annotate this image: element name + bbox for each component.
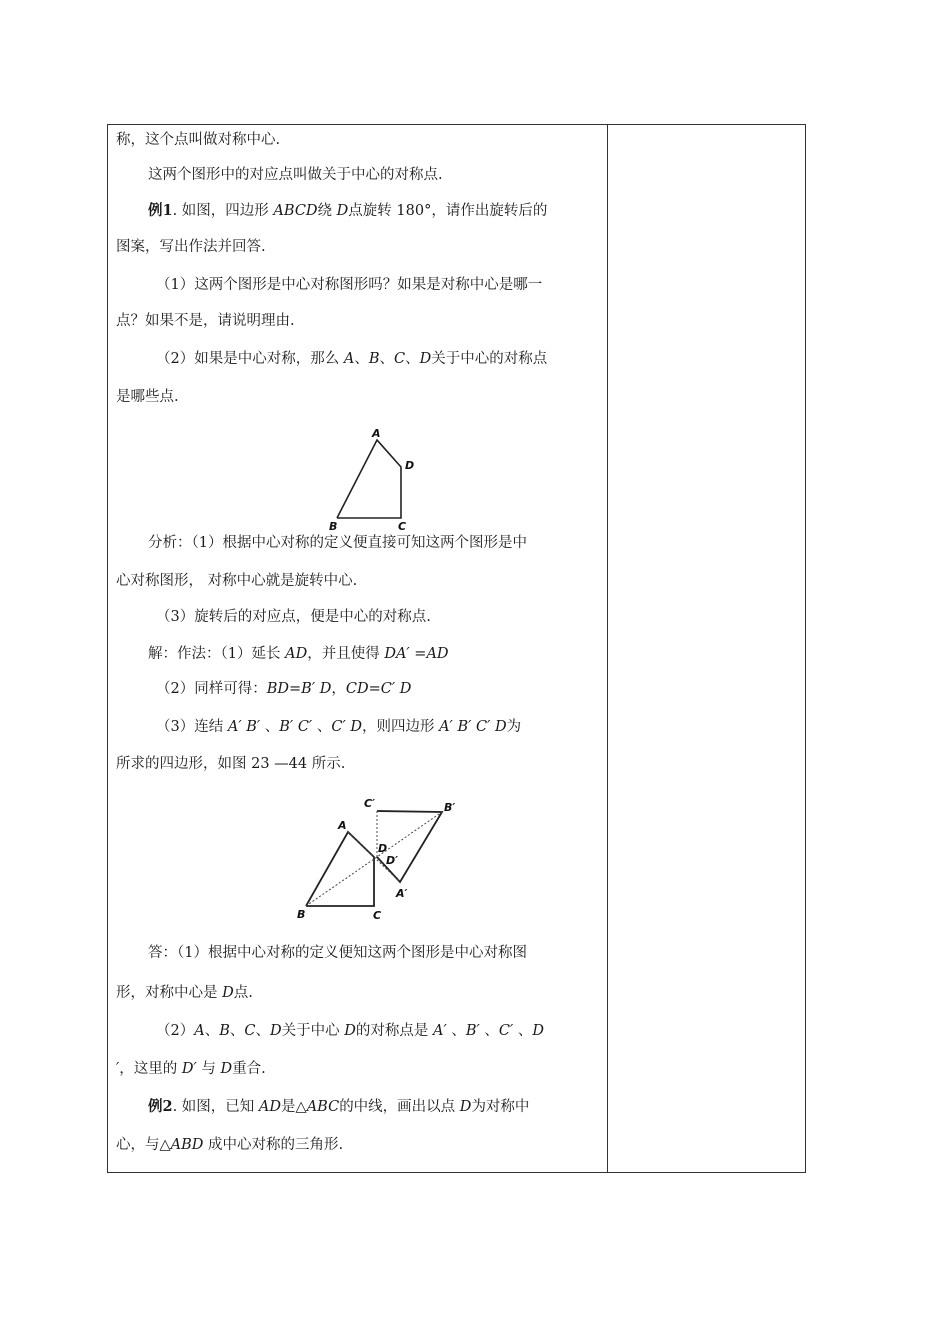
label-c: C [373, 909, 382, 922]
quadrilateral-shape [337, 440, 401, 518]
solution-line-1: 解：作法：（1）延长 AD，并且使得 DA′ =AD [148, 646, 449, 662]
label-a: A [372, 427, 381, 440]
answer-line-2: 形，对称中心是 D点. [116, 985, 253, 1001]
figure-quadrilateral [326, 423, 436, 533]
line-6: 点？如果不是，请说明理由. [116, 313, 295, 329]
solution-line-2: （2）同样可得：BD=B′ D，CD=C′ D [156, 681, 412, 697]
figure-rotated-quadrilateral [292, 793, 482, 933]
example-1-heading: 例1. 如图，四边形 ABCD绕 D点旋转 180°，请作出旋转后的 [148, 202, 548, 219]
label-b: B [329, 520, 338, 533]
label-b: B [297, 908, 306, 921]
line-2: 这两个图形中的对应点叫做关于中心的对称点. [148, 167, 443, 183]
analysis-line-3: （3）旋转后的对应点，便是中心的对称点. [156, 609, 431, 625]
label-b-prime: B′ [444, 801, 456, 814]
column-divider [607, 125, 608, 1172]
answer-line-3: （2）A、B、C、D关于中心 D的对称点是 A′ 、B′ 、C′ 、D [156, 1023, 545, 1039]
label-d: D [405, 459, 415, 472]
original-shape [306, 832, 374, 906]
example-2-line-2: 心，与△ABD 成中心对称的三角形. [116, 1137, 344, 1153]
answer-line-4: ′，这里的 D′ 与 D重合. [116, 1061, 266, 1077]
label-a-prime: A′ [396, 887, 408, 900]
analysis-line-2: 心对称图形， 对称中心就是旋转中心. [116, 573, 358, 589]
analysis-line-1: 分析：（1）根据中心对称的定义便直接可知这两个图形是中 [148, 535, 527, 551]
label-c-prime: C′ [364, 797, 375, 810]
line-8: 是哪些点. [116, 389, 179, 405]
question-2: （2）如果是中心对称，那么 A、B、C、D关于中心的对称点 [156, 351, 548, 367]
example-2-heading: 例2. 如图，已知 AD是△ABC的中线，画出以点 D为对称中 [148, 1098, 530, 1115]
solution-line-4: 所求的四边形，如图 23 —44 所示. [116, 756, 346, 772]
solution-line-3: （3）连结 A′ B′ 、B′ C′ 、C′ D，则四边形 A′ B′ C′ D为 [156, 719, 522, 735]
label-a: A [338, 819, 347, 832]
label-d-prime: D′ [386, 854, 399, 867]
label-d: D [378, 842, 388, 855]
question-1: （1）这两个图形是中心对称图形吗？如果是对称中心是哪一 [156, 277, 543, 293]
answer-line-1: 答：（1）根据中心对称的定义便知这两个图形是中心对称图 [148, 945, 527, 961]
label-c: C [398, 520, 407, 533]
line-1: 称，这个点叫做对称中心. [116, 132, 281, 148]
line-4: 图案，写出作法并回答. [116, 239, 266, 255]
content-table [107, 124, 806, 1173]
